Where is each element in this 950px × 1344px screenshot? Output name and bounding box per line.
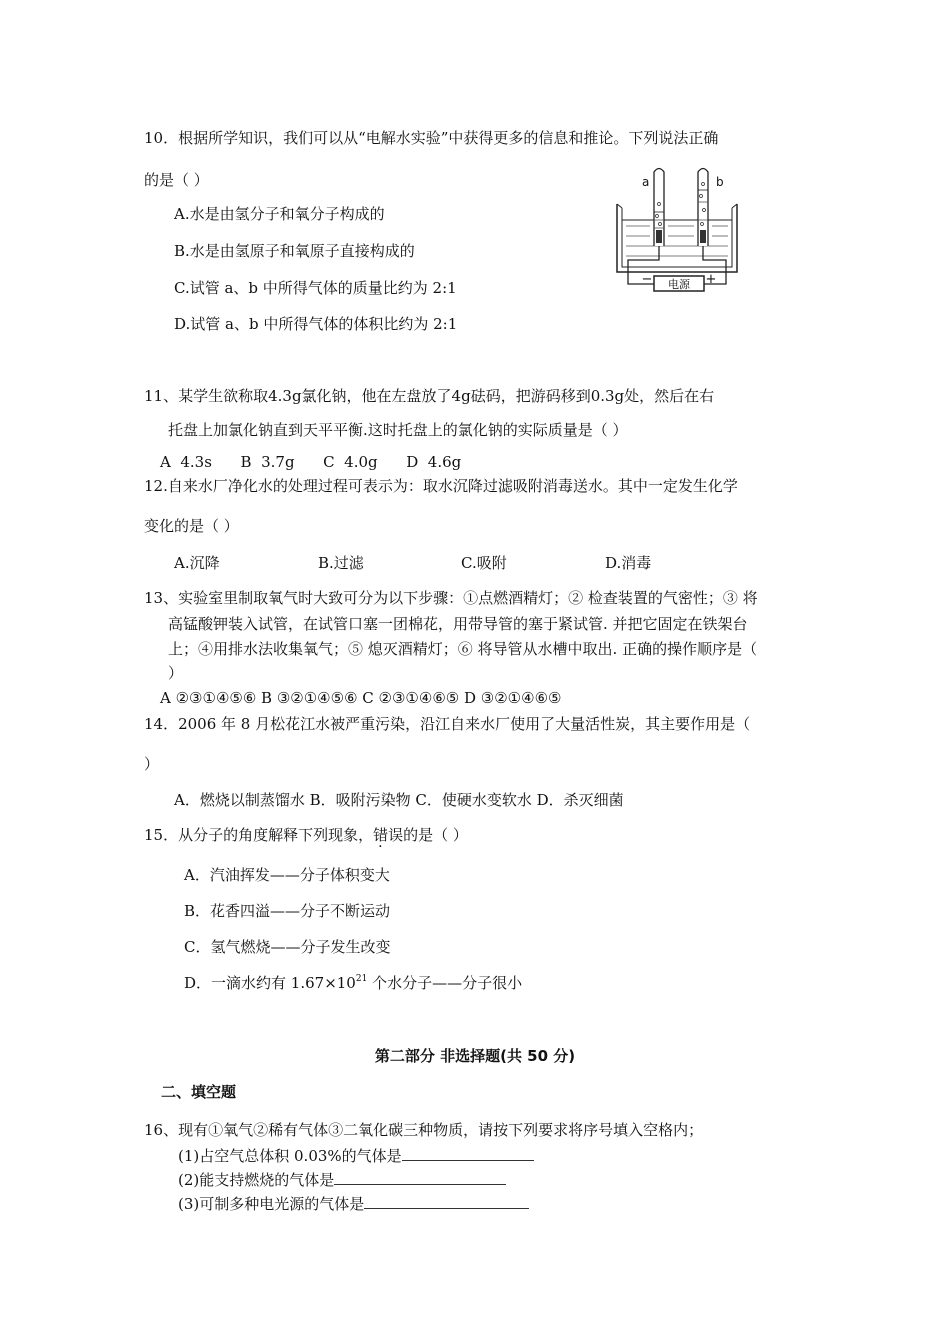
q10-option-c: C.试管 a、b 中所得气体的质量比约为 2:1 [174, 279, 457, 297]
q10-option-b: B.水是由氢原子和氧原子直接构成的 [174, 242, 415, 260]
q15-option-a: A．汽油挥发——分子体积变大 [184, 866, 390, 884]
q15-option-d-exponent: 21 [355, 974, 368, 984]
q15-option-b: B．花香四溢——分子不断运动 [184, 902, 391, 920]
q10-option-d: D.试管 a、b 中所得气体的体积比约为 2:1 [174, 315, 458, 333]
q16-stem: 16、现有①氧气②稀有气体③二氧化碳三种物质，请按下列要求将序号填入空格内； [144, 1121, 704, 1139]
q15-stem-pre: 15．从分子的角度解释下列现象， [144, 826, 374, 844]
q13-stem-line2: 高锰酸钾装入试管，在试管口塞一团棉花，用带导管的塞于紧试管. 并把它固定在铁架台 [168, 615, 748, 633]
q15-stem-post: 的是（ ） [403, 826, 468, 844]
q16-sub3-blank[interactable] [364, 1194, 529, 1209]
q10-stem-line2: 的是（ ） [144, 171, 209, 189]
q11-options: A 4.3s B 3.7g C 4.0g D 4.6g [160, 453, 462, 471]
tube-a-label: a [642, 175, 650, 189]
q11-stem-line2: 托盘上加氯化钠直到天平平衡.这时托盘上的氯化钠的实际质量是（ ） [168, 421, 628, 439]
q16-sub3-text: (3)可制多种电光源的气体是 [178, 1195, 365, 1213]
q15-stem [144, 825, 468, 845]
q15-option-d [184, 973, 522, 993]
q12-option-a: A.沉降 [174, 554, 220, 572]
q10-option-a: A.水是由氢分子和氧分子构成的 [174, 205, 385, 223]
q14-stem-line1: 14．2006 年 8 月松花江水被严重污染，沿江自来水厂使用了大量活性炭，其主要作用是（ [144, 715, 751, 733]
q16-sub2-text: (2)能支持燃烧的气体是 [178, 1171, 335, 1189]
q15-option-d-tail: 个水分子——分子很小 [367, 974, 523, 992]
q12-option-c: C.吸附 [461, 554, 507, 572]
q12-stem-line1: 12.自来水厂净化水的处理过程可表示为：取水沉降过滤吸附消毒送水。其中一定发生化学 [144, 477, 738, 495]
q10-stem-line1: 10．根据所学知识，我们可以从“电解水实验”中获得更多的信息和推论。下列说法正确 [144, 129, 719, 147]
q13-stem-line3: 上；④用排水法收集氧气；⑤ 熄灭酒精灯；⑥ 将导管从水槽中取出. 正确的操作顺序是（ [168, 640, 758, 658]
q12-option-d: D.消毒 [605, 554, 652, 572]
q12-stem-line2: 变化的是（ ） [144, 517, 239, 535]
power-source-label: 电源 [668, 278, 690, 291]
q12-option-b: B.过滤 [318, 554, 364, 572]
q16-sub2 [178, 1170, 506, 1190]
q16-sub2-blank[interactable] [334, 1170, 506, 1185]
q16-sub1 [178, 1146, 534, 1166]
q16-sub3 [178, 1194, 529, 1214]
electrolysis-apparatus-figure [612, 162, 742, 292]
q13-stem-line1: 13、实验室里制取氧气时大致可分为以下步骤：①点燃酒精灯；② 检查装置的气密性；③ 将 [144, 589, 758, 607]
q11-stem-line1: 11、某学生欲称取4.3g氯化钠，他在左盘放了4g砝码，把游码移到0.3g处，然后在右 [144, 387, 715, 405]
q15-option-c: C．氢气燃烧——分子发生改变 [184, 938, 391, 956]
tube-b-label: b [716, 175, 724, 189]
q16-sub1-blank[interactable] [402, 1146, 534, 1161]
q13-options: A ②③①④⑤⑥ B ③②①④⑤⑥ C ②③①④⑥⑤ D ③②①④⑥⑤ [160, 689, 562, 707]
q13-stem-line4: ） [168, 664, 184, 682]
q16-sub1-text: (1)占空气总体积 0.03%的气体是 [178, 1147, 402, 1165]
q15-option-d-text: D．一滴水约有 1.67×10 [184, 974, 356, 992]
q15-emphasis-word: 错误 [373, 826, 404, 844]
positive-terminal-label: + [705, 272, 717, 287]
negative-terminal-label: − [641, 272, 653, 287]
q14-stem-line2: ） [144, 755, 160, 773]
section-heading-fill-in: 二、填空题 [161, 1083, 237, 1101]
part2-title: 第二部分 非选择题(共 50 分) [374, 1047, 576, 1065]
q14-options: A．燃烧以制蒸馏水 B．吸附污染物 C．使硬水变软水 D．杀灭细菌 [174, 791, 624, 809]
